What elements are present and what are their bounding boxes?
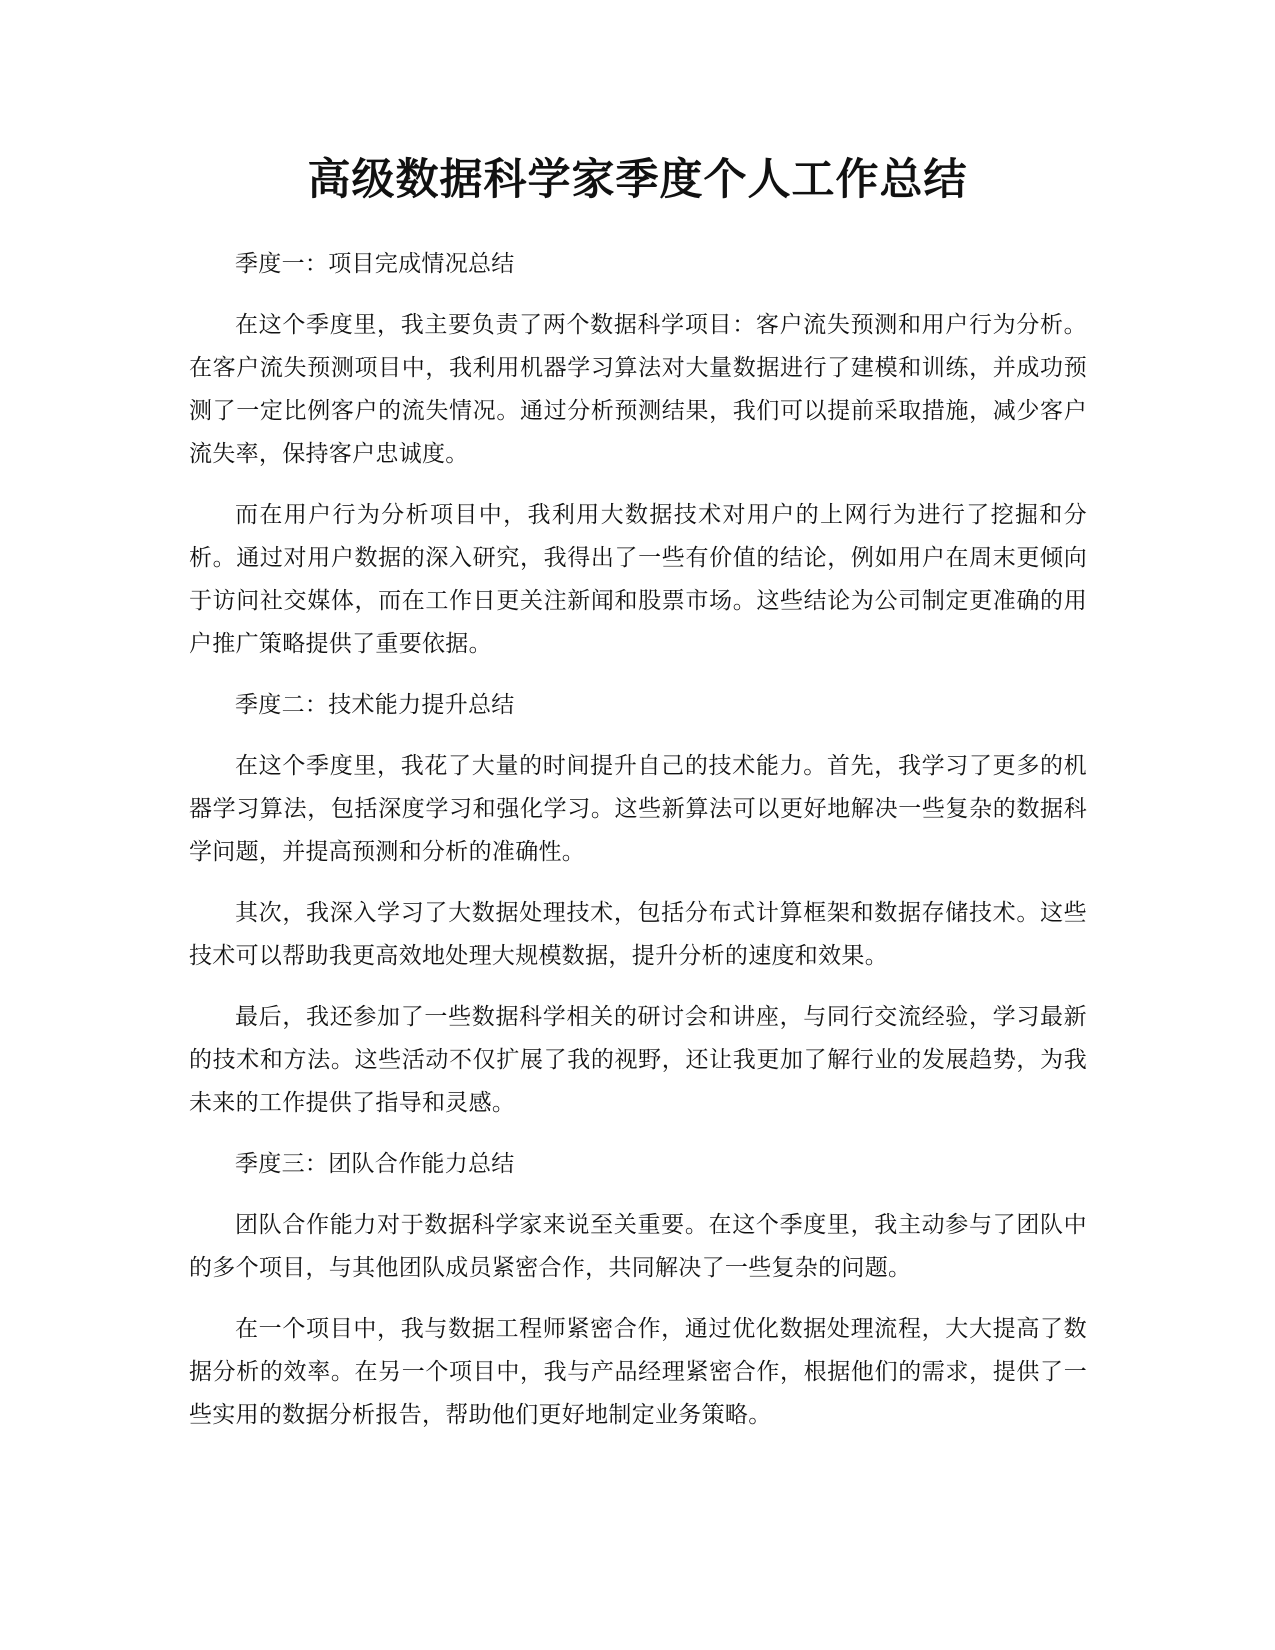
section-heading-q1: 季度一：项目完成情况总结 (235, 251, 515, 277)
paragraph: 团队合作能力对于数据科学家来说至关重要。在这个季度里，我主动参与了团队中的多个项目，与其他团队成员紧密合作，共同解决了一些复杂的问题。 (189, 1212, 1087, 1281)
section-heading-q2: 季度二：技术能力提升总结 (235, 692, 515, 718)
paragraph: 在这个季度里，我主要负责了两个数据科学项目：客户流失预测和用户行为分析。在客户流失预测项目中，我利用机器学习算法对大量数据进行了建模和训练，并成功预测了一定比例客户的流失情况。通过分析预测结果，我们可以提前采取措施，减少客户流失率，保持客户忠诚度。 (189, 312, 1087, 467)
page-title: 高级数据科学家季度个人工作总结 (307, 155, 968, 205)
paragraph: 最后，我还参加了一些数据科学相关的研讨会和讲座，与同行交流经验，学习最新的技术和方法。这些活动不仅扩展了我的视野，还让我更加了解行业的发展趋势，为我未来的工作提供了指导和灵感。 (189, 1004, 1087, 1116)
paragraph: 在一个项目中，我与数据工程师紧密合作，通过优化数据处理流程，大大提高了数据分析的效率。在另一个项目中，我与产品经理紧密合作，根据他们的需求，提供了一些实用的数据分析报告，帮助他们更好地制定业务策略。 (189, 1316, 1087, 1428)
document-body (189, 243, 1087, 1455)
paragraph: 在这个季度里，我花了大量的时间提升自己的技术能力。首先，我学习了更多的机器学习算法，包括深度学习和强化学习。这些新算法可以更好地解决一些复杂的数据科学问题，并提高预测和分析的准确性。 (189, 753, 1087, 865)
paragraph: 而在用户行为分析项目中，我利用大数据技术对用户的上网行为进行了挖掘和分析。通过对用户数据的深入研究，我得出了一些有价值的结论，例如用户在周末更倾向于访问社交媒体，而在工作日更关注新闻和股票市场。这些结论为公司制定更准确的用户推广策略提供了重要依据。 (189, 502, 1087, 657)
section-heading-q3: 季度三：团队合作能力总结 (235, 1151, 515, 1177)
paragraph: 其次，我深入学习了大数据处理技术，包括分布式计算框架和数据存储技术。这些技术可以帮助我更高效地处理大规模数据，提升分析的速度和效果。 (189, 900, 1087, 969)
